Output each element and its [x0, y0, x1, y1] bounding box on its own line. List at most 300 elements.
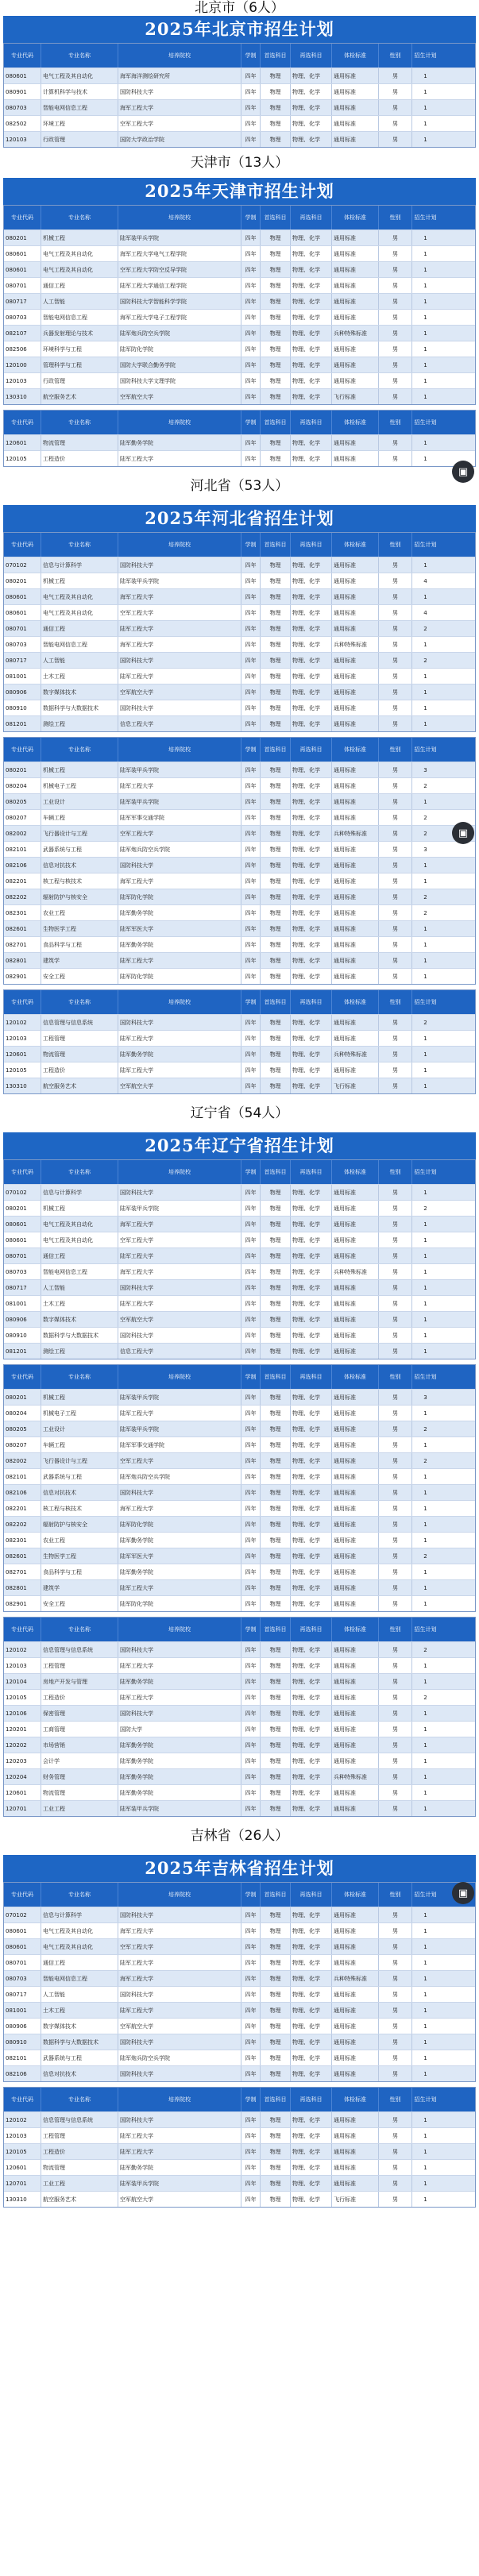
table-cell: 海军工程大学电子工程学院: [118, 310, 241, 325]
column-header: 体检标准: [332, 411, 379, 434]
table-cell: 环境科学与工程: [41, 341, 118, 357]
table-cell: 四年: [241, 1485, 261, 1500]
table-cell: 通用标准: [332, 1217, 379, 1232]
table-cell: 通用标准: [332, 230, 379, 245]
table-cell: 空军工程大学: [118, 1232, 241, 1248]
table-cell: 120105: [4, 1062, 41, 1078]
column-header: 学制: [241, 1365, 261, 1389]
table-cell: 信息管理与信息系统: [41, 1015, 118, 1030]
table-cell: 通用标准: [332, 1722, 379, 1737]
table-cell: 空军航空大学: [118, 389, 241, 404]
table-cell: 082901: [4, 1596, 41, 1611]
table-row: [4, 2002, 475, 2018]
table-cell: 男: [379, 310, 412, 325]
table-row: [4, 293, 475, 309]
table-header: [4, 206, 475, 229]
table-cell: 工业工程: [41, 2176, 118, 2191]
table-cell: 120104: [4, 1674, 41, 1689]
table-cell: 物理: [261, 589, 291, 604]
table-cell: 通用标准: [332, 573, 379, 588]
table-cell: 物理: [261, 1185, 291, 1200]
table-cell: 物理、化学: [291, 557, 332, 573]
table-cell: 物理: [261, 1015, 291, 1030]
table-cell: 男: [379, 1801, 412, 1816]
table-cell: 智能电网信息工程: [41, 637, 118, 652]
table-cell: 陆军军医大学: [118, 1548, 241, 1564]
table-cell: 四年: [241, 1312, 261, 1327]
column-header: 招生计划: [414, 1892, 437, 1898]
table-cell: 生物医学工程: [41, 1548, 118, 1564]
table-cell: 2: [423, 657, 427, 664]
table-cell: 物理: [261, 2003, 291, 2018]
table-cell: 男: [379, 2050, 412, 2065]
table-cell: 通用标准: [332, 2176, 379, 2191]
table-cell: 1: [423, 345, 427, 353]
table-cell: 120601: [4, 2160, 41, 2175]
table-cell: 082106: [4, 2066, 41, 2081]
table-cell: 四年: [241, 1062, 261, 1078]
table-cell: 1: [423, 2196, 427, 2203]
table-cell: 物理、化学: [291, 1201, 332, 1216]
table-cell: 陆军工程大学: [118, 2128, 241, 2143]
table-cell: 通用标准: [332, 246, 379, 261]
table-cell: 通用标准: [332, 937, 379, 952]
table-cell: 通用标准: [332, 969, 379, 984]
table-cell: 物理: [261, 262, 291, 277]
table-cell: 陆军工程大学: [118, 1406, 241, 1421]
table-cell: 120204: [4, 1769, 41, 1784]
table-cell: 兵种特殊标准: [332, 1264, 379, 1279]
table-cell: 081001: [4, 1296, 41, 1311]
table-cell: 物理、化学: [291, 1280, 332, 1295]
table-cell: 陆军勤务学院: [118, 1737, 241, 1753]
column-header: 首选科目: [261, 206, 291, 229]
table-cell: 空军航空大学: [118, 1312, 241, 1327]
table-row: [4, 1030, 475, 1046]
table-cell: 物理: [261, 653, 291, 668]
table-cell: 080601: [4, 1939, 41, 1954]
table-cell: 四年: [241, 451, 261, 466]
table-cell: 082101: [4, 2050, 41, 2065]
table-row: [4, 309, 475, 325]
table-cell: 物理: [261, 1485, 291, 1500]
table-cell: 1: [423, 973, 427, 980]
table-cell: 物理、化学: [291, 1406, 332, 1421]
table-row: [4, 261, 475, 277]
table-cell: 2: [423, 1646, 427, 1653]
table-cell: 四年: [241, 1201, 261, 1216]
table-cell: 2: [423, 830, 427, 837]
table-cell: 通用标准: [332, 684, 379, 700]
table-row: [4, 1721, 475, 1737]
table-cell: 男: [379, 1248, 412, 1263]
table-cell: 陆军工程大学: [118, 953, 241, 968]
table-row: [4, 1705, 475, 1721]
table-cell: 物理: [261, 684, 291, 700]
table-cell: 082201: [4, 873, 41, 889]
table-cell: 智能电网信息工程: [41, 1971, 118, 1986]
table-cell: 1: [423, 1600, 427, 1607]
table-row: [4, 1200, 475, 1216]
table-cell: 四年: [241, 294, 261, 309]
table-cell: 1: [423, 862, 427, 869]
image-viewer-icon[interactable]: ▣: [452, 822, 474, 844]
table-cell: 物理: [261, 716, 291, 731]
column-header: 专业名称: [41, 990, 118, 1014]
table-cell: 通信工程: [41, 278, 118, 293]
table-cell: 男: [379, 1015, 412, 1030]
table-cell: 通用标准: [332, 1201, 379, 1216]
table-cell: 男: [379, 826, 412, 841]
table-cell: 安全工程: [41, 1596, 118, 1611]
table-cell: 1: [423, 2180, 427, 2187]
table-cell: 国防大学政治学院: [118, 132, 241, 147]
table-cell: 1: [423, 282, 427, 289]
table-cell: 管理科学与工程: [41, 357, 118, 372]
table-cell: 通用标准: [332, 778, 379, 793]
table-cell: 通用标准: [332, 1328, 379, 1343]
table-cell: 四年: [241, 84, 261, 99]
table-cell: 核工程与核技术: [41, 873, 118, 889]
table-cell: 计算机科学与技术: [41, 84, 118, 99]
table-cell: 男: [379, 230, 412, 245]
table-cell: 物理、化学: [291, 1248, 332, 1263]
table-cell: 物理、化学: [291, 1328, 332, 1343]
table-cell: 四年: [241, 921, 261, 936]
table-cell: 080906: [4, 2019, 41, 2034]
image-viewer-icon[interactable]: ▣: [452, 461, 474, 483]
table-cell: 四年: [241, 1769, 261, 1784]
table-cell: 男: [379, 451, 412, 466]
table-cell: 物理: [261, 1722, 291, 1737]
column-header: 首选科目: [261, 990, 291, 1014]
table-cell: 082201: [4, 1501, 41, 1516]
table-cell: 物理、化学: [291, 435, 332, 450]
table-cell: 保密管理: [41, 1706, 118, 1721]
table-cell: 四年: [241, 953, 261, 968]
table-cell: 男: [379, 1580, 412, 1595]
table-cell: 通用标准: [332, 1421, 379, 1436]
table-cell: 男: [379, 969, 412, 984]
table-cell: 陆军装甲兵学院: [118, 1201, 241, 1216]
table-cell: 080201: [4, 1201, 41, 1216]
table-cell: 082301: [4, 1533, 41, 1548]
table-cell: 航空服务艺术: [41, 389, 118, 404]
image-viewer-icon[interactable]: ▣: [452, 1882, 474, 1904]
column-header: 再选科目: [291, 1618, 332, 1641]
table-cell: 物理、化学: [291, 937, 332, 952]
table-cell: 1: [423, 1489, 427, 1496]
table-cell: 120103: [4, 2128, 41, 2143]
table-row: [4, 857, 475, 873]
table-row: [4, 904, 475, 920]
table-cell: 通用标准: [332, 1939, 379, 1954]
column-header: 培养院校: [118, 2088, 241, 2111]
table-cell: 陆军勤务学院: [118, 435, 241, 450]
table-cell: 通用标准: [332, 810, 379, 825]
table-cell: 农业工程: [41, 1533, 118, 1548]
table-cell: 080601: [4, 589, 41, 604]
table-cell: 通用标准: [332, 1690, 379, 1705]
table-cell: 男: [379, 2066, 412, 2081]
table-cell: 国防科技大学: [118, 1280, 241, 1295]
table-row: [4, 2034, 475, 2050]
table-cell: 物理: [261, 1280, 291, 1295]
table-cell: 电气工程及其自动化: [41, 1923, 118, 1938]
table-cell: 海军海洋测绘研究所: [118, 68, 241, 83]
table-cell: 120102: [4, 1642, 41, 1657]
table-cell: 物理: [261, 669, 291, 684]
table-cell: 男: [379, 637, 412, 652]
table-cell: 四年: [241, 778, 261, 793]
table-cell: 通用标准: [332, 2144, 379, 2159]
table-row: [4, 2191, 475, 2207]
table-row: [4, 1062, 475, 1078]
table-cell: 通用标准: [332, 2050, 379, 2065]
table-cell: 物理: [261, 842, 291, 857]
column-header: 学制: [241, 1883, 261, 1907]
table-cell: 海军工程大学: [118, 589, 241, 604]
table-cell: 男: [379, 1232, 412, 1248]
table-cell: 物理: [261, 451, 291, 466]
table-cell: 物理、化学: [291, 1296, 332, 1311]
table-row: [4, 99, 475, 115]
table-cell: 陆军防化学院: [118, 1517, 241, 1532]
table-cell: 海军工程大学: [118, 1971, 241, 1986]
table-cell: 男: [379, 435, 412, 450]
table-cell: 工程管理: [41, 1031, 118, 1046]
table-cell: 男: [379, 1517, 412, 1532]
table-cell: 工程管理: [41, 1658, 118, 1673]
table-cell: 国防科技大学: [118, 2112, 241, 2127]
table-cell: 房地产开发与管理: [41, 1674, 118, 1689]
plan-table-jilin-1: [3, 1882, 476, 2082]
table-cell: 四年: [241, 2050, 261, 2065]
table-cell: 通用标准: [332, 116, 379, 131]
table-cell: 通用标准: [332, 1907, 379, 1922]
table-cell: 四年: [241, 246, 261, 261]
table-cell: 男: [379, 684, 412, 700]
table-cell: 物理、化学: [291, 310, 332, 325]
table-cell: 081201: [4, 1344, 41, 1359]
table-cell: 物理: [261, 389, 291, 404]
table-cell: 通用标准: [332, 1296, 379, 1311]
column-header: 首选科目: [261, 1160, 291, 1184]
table-cell: 电气工程及其自动化: [41, 246, 118, 261]
table-cell: 物理: [261, 810, 291, 825]
table-cell: 120103: [4, 373, 41, 388]
table-cell: 数字媒体技术: [41, 2019, 118, 2034]
table-cell: 人工智能: [41, 1280, 118, 1295]
table-cell: 四年: [241, 357, 261, 372]
table-cell: 空军工程大学: [118, 605, 241, 620]
table-cell: 通用标准: [332, 373, 379, 388]
table-cell: 1: [423, 941, 427, 948]
table-cell: 物理: [261, 1078, 291, 1093]
table-cell: 四年: [241, 684, 261, 700]
column-header: 性别: [379, 990, 412, 1014]
table-cell: 四年: [241, 637, 261, 652]
table-cell: 物理: [261, 2192, 291, 2207]
table-cell: 物理: [261, 1390, 291, 1405]
table-cell: 物理、化学: [291, 1987, 332, 2002]
table-cell: 通用标准: [332, 653, 379, 668]
table-cell: 男: [379, 1453, 412, 1468]
column-header: 学制: [241, 738, 261, 762]
table-cell: 物理: [261, 1658, 291, 1673]
table-cell: 080601: [4, 1217, 41, 1232]
table-cell: 男: [379, 341, 412, 357]
table-cell: 通用标准: [332, 294, 379, 309]
table-cell: 080901: [4, 84, 41, 99]
table-cell: 工业设计: [41, 794, 118, 809]
table-cell: 2: [423, 782, 427, 789]
table-cell: 通用标准: [332, 1485, 379, 1500]
table-cell: 信息工程大学: [118, 1344, 241, 1359]
table-cell: 物理: [261, 278, 291, 293]
table-cell: 120106: [4, 1706, 41, 1721]
table-cell: 四年: [241, 100, 261, 115]
table-cell: 工程造价: [41, 1062, 118, 1078]
table-row: [4, 277, 475, 293]
table-cell: 物理、化学: [291, 905, 332, 920]
column-header: 体检标准: [332, 206, 379, 229]
table-cell: 通用标准: [332, 1753, 379, 1768]
table-cell: 通用标准: [332, 1501, 379, 1516]
table-cell: 四年: [241, 1737, 261, 1753]
table-cell: 物理: [261, 1437, 291, 1452]
table-cell: 男: [379, 1312, 412, 1327]
table-row: [4, 920, 475, 936]
table-cell: 男: [379, 605, 412, 620]
table-cell: 1: [423, 330, 427, 337]
table-cell: 物理、化学: [291, 341, 332, 357]
table-row: [4, 952, 475, 968]
plan-banner-jilin: 2025年吉林省招生计划: [3, 1855, 476, 1882]
table-cell: 物理、化学: [291, 858, 332, 873]
table-cell: 男: [379, 905, 412, 920]
table-cell: 电气工程及其自动化: [41, 68, 118, 83]
table-header: [4, 1883, 475, 1907]
column-header: 招生计划: [414, 999, 437, 1005]
table-cell: 物理: [261, 1517, 291, 1532]
table-cell: 通用标准: [332, 2034, 379, 2050]
table-row: [4, 1922, 475, 1938]
table-cell: 082301: [4, 905, 41, 920]
table-cell: 空军工程大学: [118, 1939, 241, 1954]
table-cell: 物理: [261, 2128, 291, 2143]
table-cell: 陆军工程大学: [118, 621, 241, 636]
table-row: [4, 1689, 475, 1705]
table-cell: 四年: [241, 1296, 261, 1311]
table-cell: 四年: [241, 621, 261, 636]
column-header: 专业名称: [41, 738, 118, 762]
table-cell: 通用标准: [332, 310, 379, 325]
table-cell: 物理: [261, 921, 291, 936]
table-cell: 物理、化学: [291, 1690, 332, 1705]
table-cell: 2: [423, 1694, 427, 1701]
table-cell: 1: [423, 2116, 427, 2123]
table-cell: 物理: [261, 1564, 291, 1579]
table-cell: 兵种特殊标准: [332, 1769, 379, 1784]
table-cell: 通信工程: [41, 1955, 118, 1970]
table-cell: 物流管理: [41, 435, 118, 450]
table-cell: 通用标准: [332, 1642, 379, 1657]
table-cell: 通用标准: [332, 762, 379, 777]
table-cell: 082601: [4, 1548, 41, 1564]
table-row: [4, 1986, 475, 2002]
table-cell: 物理、化学: [291, 1706, 332, 1721]
table-cell: 物理: [261, 1753, 291, 1768]
table-header: [4, 1365, 475, 1389]
table-cell: 兵种特殊标准: [332, 826, 379, 841]
table-cell: 080703: [4, 310, 41, 325]
table-cell: 空军航空大学: [118, 1078, 241, 1093]
table-cell: 信息管理与信息系统: [41, 1642, 118, 1657]
table-cell: 物理、化学: [291, 357, 332, 372]
table-cell: 物理: [261, 341, 291, 357]
table-cell: 1: [423, 1789, 427, 1796]
table-cell: 1: [423, 798, 427, 805]
table-cell: 3: [423, 846, 427, 853]
table-cell: 男: [379, 1955, 412, 1970]
table-cell: 082101: [4, 1469, 41, 1484]
table-cell: 通用标准: [332, 873, 379, 889]
table-cell: 物理、化学: [291, 842, 332, 857]
table-cell: 物理、化学: [291, 246, 332, 261]
table-cell: 四年: [241, 1690, 261, 1705]
table-cell: 男: [379, 700, 412, 715]
table-cell: 物理、化学: [291, 278, 332, 293]
table-cell: 男: [379, 326, 412, 341]
table-cell: 土木工程: [41, 669, 118, 684]
table-cell: 四年: [241, 116, 261, 131]
table-cell: 物理、化学: [291, 889, 332, 904]
table-cell: 1: [423, 298, 427, 305]
table-cell: 082101: [4, 842, 41, 857]
table-row: [4, 2050, 475, 2065]
table-cell: 物理、化学: [291, 921, 332, 936]
table-header: [4, 990, 475, 1014]
table-cell: 四年: [241, 1580, 261, 1595]
table-cell: 工程造价: [41, 1690, 118, 1705]
table-row: [4, 620, 475, 636]
table-cell: 四年: [241, 1078, 261, 1093]
table-cell: 2: [423, 1425, 427, 1433]
table-cell: 物理: [261, 2112, 291, 2127]
table-row: [4, 573, 475, 588]
table-row: [4, 1468, 475, 1484]
table-cell: 财务管理: [41, 1769, 118, 1784]
column-header: 首选科目: [261, 411, 291, 434]
table-cell: 1: [423, 688, 427, 696]
plan-table-hebei-2: [3, 737, 476, 985]
table-cell: 1: [423, 1409, 427, 1417]
table-row: [4, 2018, 475, 2034]
table-cell: 物理: [261, 573, 291, 588]
table-cell: 电气工程及其自动化: [41, 589, 118, 604]
table-cell: 陆军勤务学院: [118, 1785, 241, 1800]
table-cell: 四年: [241, 1907, 261, 1922]
table-cell: 男: [379, 2112, 412, 2127]
table-cell: 082701: [4, 937, 41, 952]
table-row: [4, 1216, 475, 1232]
table-cell: 男: [379, 1501, 412, 1516]
table-row: [4, 1327, 475, 1343]
table-cell: 陆军勤务学院: [118, 2160, 241, 2175]
table-cell: 080205: [4, 794, 41, 809]
table-cell: 通用标准: [332, 132, 379, 147]
